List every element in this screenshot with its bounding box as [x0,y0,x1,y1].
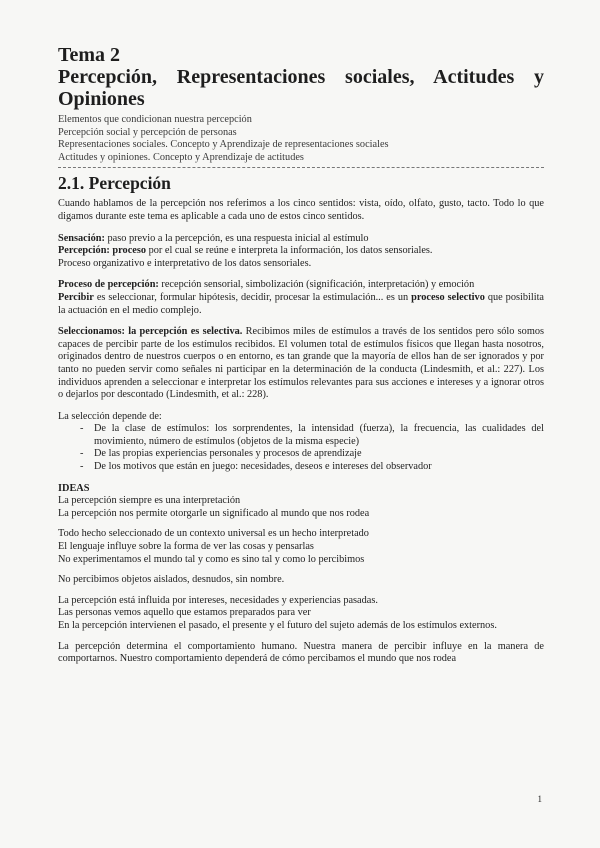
idea-line: El lenguaje influye sobre la forma de ver las cosas y pensarlas [58,541,314,553]
idea-line: Las personas vemos aquello que estamos preparados para ver [58,607,311,619]
list-item: - De las propias experiencias personales y procesos de aprendizaje [80,448,362,460]
seleccion-text: Recibimos miles de estímulos a través de los sentidos pero sólo somos capaces de percibir parte de los estímulos recibidos. El volumen total de estímulos físicos que llegan hasta nosotros, originados dentro de nuestros cuerpos o en entorno, es tan grande que la mayoría de ellos han de ser ignorados y por tanto no pueden servir como señales ni participar en la determinación de la conducta (Lindesmith, et al.: 227). Los individuos aprenden a seleccionar e interpretar los estímulos relevantes para sus acciones e intereses y a ignorar otros o dejarlos por descontado (Lindesmith, et al.: 228). [58,326,544,401]
dashed-divider [58,167,544,168]
sensacion-term: Sensación: [58,232,105,244]
sensacion-definition [58,233,544,246]
toc-item: Elementos que condicionan nuestra percepción [58,114,252,125]
toc-item: Percepción social y percepción de personas [58,126,237,138]
chapter-title-continued: Opiniones [58,88,145,110]
proceso-selectivo: proceso selectivo [411,291,485,303]
idea-line: La percepción está influida por intereses, necesidades y experiencias pasadas. [58,594,378,606]
section-title: 2.1. Percepción [58,173,171,194]
idea-line: No experimentamos el mundo tal y como es sino tal y como lo percibimos [58,553,365,565]
idea-line: Todo hecho seleccionado de un contexto universal es un hecho interpretado [58,528,369,540]
proceso-text: recepción sensorial, simbolización (significación, interpretación) y emoción [158,279,475,291]
seleccion-paragraph [58,326,544,402]
percepcion-term: Percepción: [58,245,110,257]
percibir-definition [58,292,544,317]
page-number: 1 [537,794,542,804]
ideas-heading: IDEAS [58,482,90,494]
idea-line: No percibimos objetos aislados, desnudos, sin nombre. [58,574,285,586]
idea-line: En la percepción intervienen el pasado, el presente y el futuro del sujeto además de los estímulos externos. [58,620,497,631]
chapter-title: Percepción, Representaciones sociales, Actitudes y [58,66,544,88]
idea-line: La percepción siempre es una interpretación [58,495,241,507]
factores-list [58,423,544,473]
list-item: - De la clase de estímulos: los sorprendentes, la intensidad (fuerza), la frecuencia, las cualidades del movimiento, número de estímulos (objetos de la misma especie) [80,423,544,447]
seleccion-term: Seleccionamos: la percepción es selectiva. [58,326,243,338]
document-page [58,44,544,666]
percibir-text: es seleccionar, formular hipótesis, decidir, procesar la estimulación... es un [93,291,412,303]
percepcion-definition [58,245,544,258]
chapter-number: Tema 2 [58,44,121,66]
percepcion-term-rest: proceso [109,245,146,257]
proceso-percepcion [58,279,544,292]
toc-item: Actitudes y opiniones. Concepto y Aprendizaje de actitudes [58,151,304,163]
idea-line: La percepción nos permite otorgarle un significado al mundo que nos rodea [58,507,370,519]
percibir-text-2: que posibilita la actuación en el medio complejo. [58,291,544,316]
idea-paragraph: La percepción determina el comportamiento humano. Nuestra manera de percibir influye en la manera de comportarnos. Nuestro comportamiento dependerá de cómo percibamos el mundo que nos rodea [58,640,544,665]
proceso-term: Proceso de percepción: [58,279,159,291]
percibir-term: Percibir [58,291,94,303]
toc-item: Representaciones sociales. Concepto y Aprendizaje de representaciones sociales [58,139,389,151]
list-item: - De los motivos que están en juego: necesidades, deseos e intereses del observador [80,461,432,473]
sensacion-text: paso previo a la percepción, es una respuesta inicial al estímulo [104,232,369,244]
table-of-contents [58,114,544,164]
percepcion-text: por el cual se reúne e interpreta la información, los datos sensoriales. [146,245,433,257]
seleccion-depende: La selección depende de: [58,410,162,422]
intro-paragraph: Cuando hablamos de la percepción nos referimos a los cinco sentidos: vista, oído, olfato, gusto, tacto. Todo lo que digamos durante este tema es aplicable a cada uno de estos cinco sentidos. [58,198,544,222]
proceso-organizativo: Proceso organizativo e interpretativo de los datos sensoriales. [58,257,312,269]
